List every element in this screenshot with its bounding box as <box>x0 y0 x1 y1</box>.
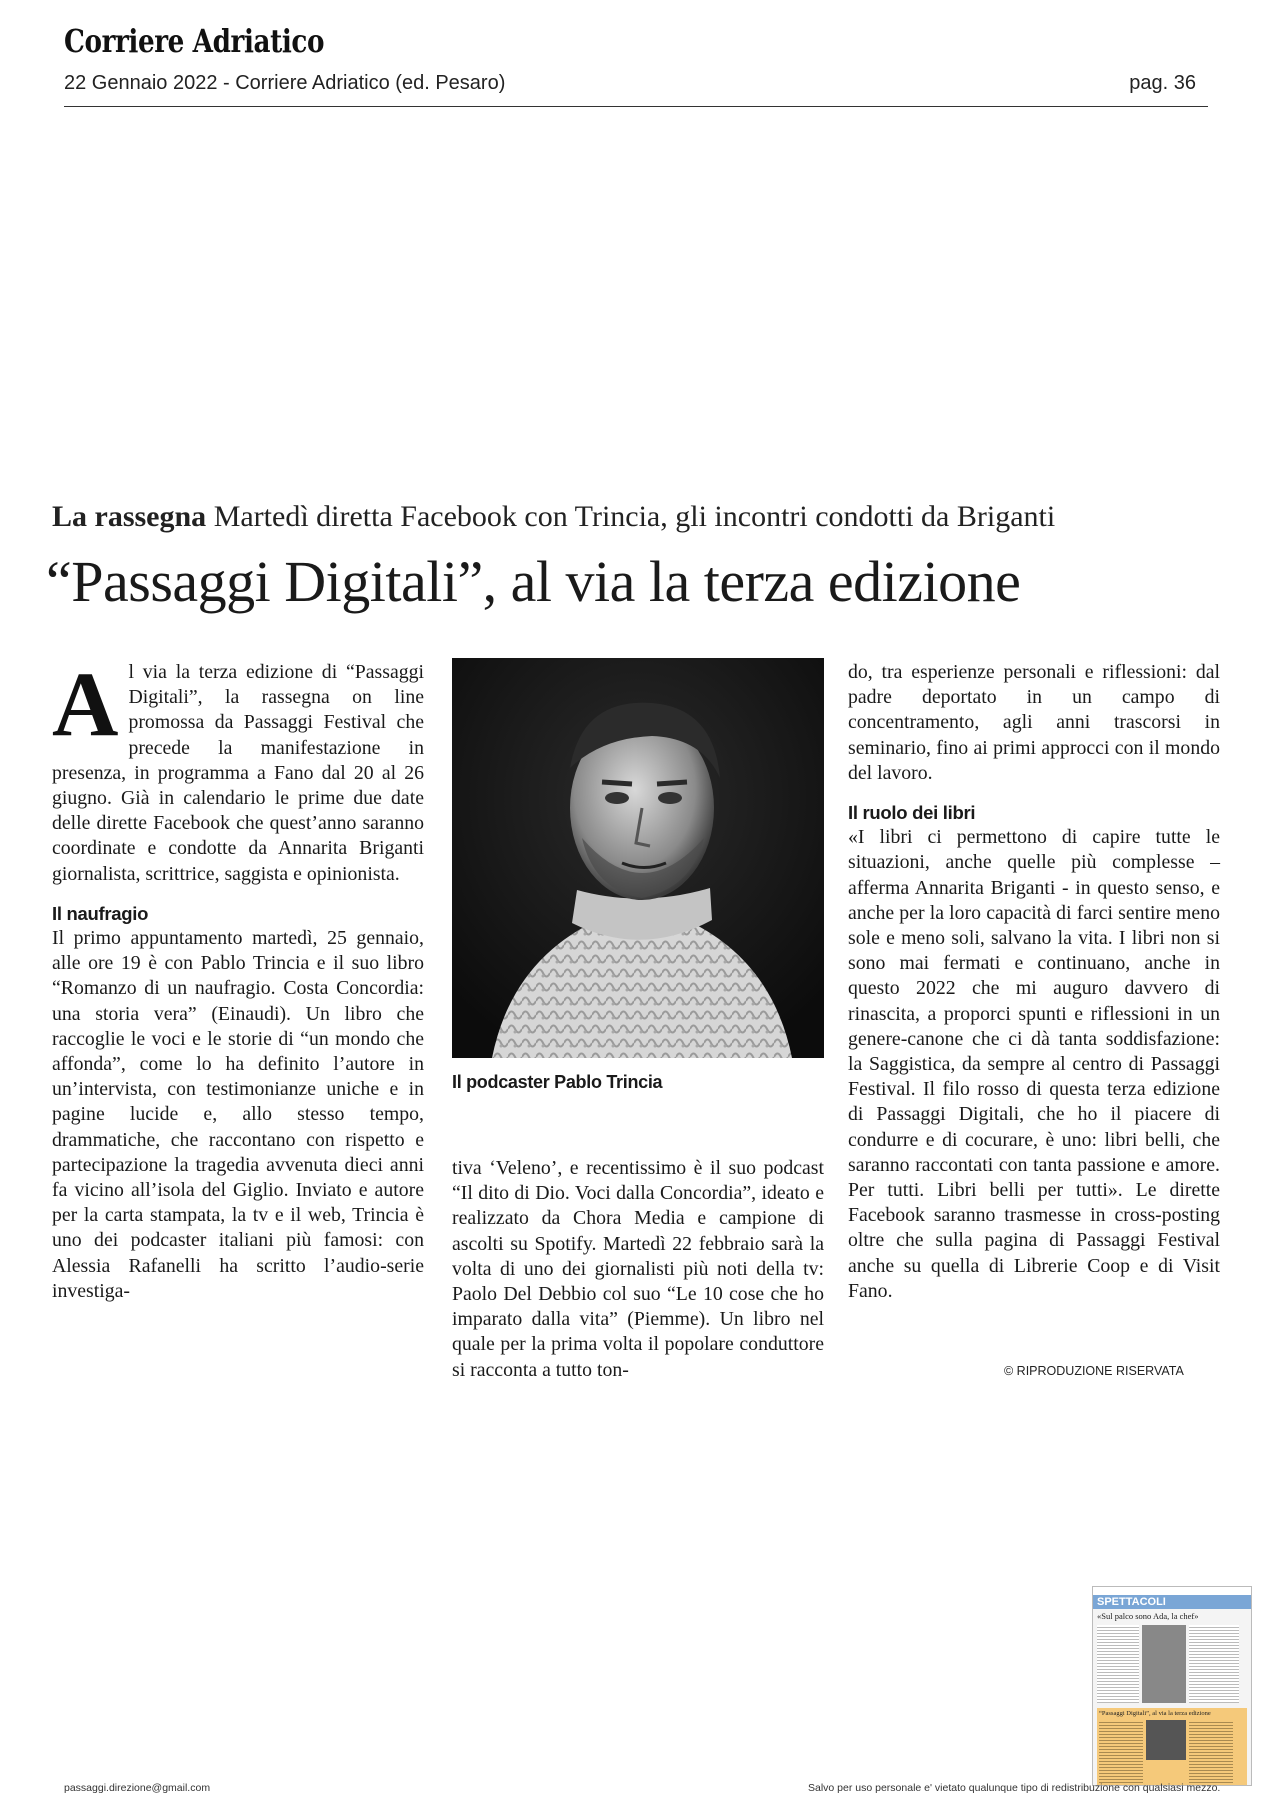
thumbnail-body <box>1093 1623 1251 1705</box>
copyright-notice: © RIPRODUZIONE RISERVATA <box>1004 1364 1184 1378</box>
intro-paragraph: l via la terza edizione di “Passaggi Digitali”, la rassegna on line promossa da Passaggi Festival che precede la manifestazione in presenza, in programma a Fano dal 20 al 26 giugno. Già in calendario le prime due date delle dirette Facebook che quest’anno saranno coordinate e condotte da Annarita Briganti giornalista, scrittrice, saggista e opinionista. <box>52 661 424 885</box>
thumbnail-highlighted-article <box>1097 1708 1247 1786</box>
footer-notice: Salvo per uso personale e' vietato qualunque tipo di redistribuzione con qualsiasi mezzo. <box>808 1782 1221 1794</box>
thumbnail-photo <box>1142 1625 1186 1703</box>
body-paragraph: Il primo appuntamento martedì, 25 gennaio, alle ore 19 è con Pablo Trincia e il suo libro “Romanzo di un naufragio. Costa Concordia: una storia vera” (Einaudi). Un libro che raccoglie le voci e le storie di “un mondo che affonda”, come lo ha definito l’autore in un’intervista, con testimonianze uniche e in pagine lucide e, allo stesso tempo, drammatiche, che raccontano con rispetto e partecipazione la tragedia avvenuta dieci anni fa vicino all’isola del Giglio. Inviato e autore per la carta stampata, la tv e il web, Trincia è uno dei podcaster italiani più famosi: con Alessia Rafanelli ha scritto l’audio-serie investiga- <box>52 927 424 1302</box>
thumbnail-highlight-headline: “Passaggi Digitali”, al via la terza edizione <box>1099 1710 1211 1717</box>
drop-cap: A <box>52 653 119 755</box>
subhead-naufragio: Il naufragio <box>52 902 149 924</box>
thumbnail-section: SPETTACOLI <box>1093 1595 1251 1609</box>
quote-paragraph: «I libri ci permettono di capire tutte le situazioni, anche quelle più complesse – afferma Annarita Briganti - in questo senso, e anche per la loro capacità di farci sentire meno sole e meno soli, salvano la vita. I libri non si sono mai fermati e continuano, anche in questo 2022 che mi auguro davvero di rinascita, a proporci spunti e riflessioni in un genere-canone che ci dà tanta soddisfazione: la Saggistica, da sempre al centro di Passaggi Festival. Il filo rosso di questa terza edizione di Passaggi Digitali, che ho il piacere di condurre e di cocurare, è uno: libri belli, che saranno raccontati con tanta passione e amore. Per tutti. Libri belli per tutti». Le dirette Facebook saranno trasmesse in cross-posting oltre che sulla pagina di Passaggi Festival anche su quella di Librerie Coop e di Visit Fano. <box>848 826 1220 1302</box>
subhead-ruolo-libri: Il ruolo dei libri <box>848 802 976 824</box>
page-thumbnail <box>1092 1586 1252 1786</box>
thumbnail-headline: «Sul palco sono Ada, la chef» <box>1097 1611 1199 1621</box>
kicker-text: Martedì diretta Facebook con Trincia, gli incontri condotti da Briganti <box>213 500 1056 533</box>
article-column-2 <box>452 1156 824 1383</box>
article-column-1 <box>52 653 424 1304</box>
article-column-3 <box>848 660 1220 1304</box>
footer-email: passaggi.direzione@gmail.com <box>64 1782 211 1794</box>
body-paragraph-continued: tiva ‘Veleno’, e recentissimo è il suo podcast “Il dito di Dio. Voci dalla Concordia”, ideato e realizzato da Chora Media e campione di ascolti su Spotify. Martedì 22 febbraio sarà la volta di uno dei giornalisti più noti della tv: Paolo Del Debbio col suo “Le 10 cose che ho imparato dalla vita” (Piemme). Un libro nel quale per la prima volta il popolare conduttore si racconta a tutto ton- <box>452 1157 824 1381</box>
thumbnail-photo <box>1146 1720 1186 1760</box>
continued-paragraph: do, tra esperienze personali e riflessioni: dal padre deportato in un campo di concentramento, agli anni trascorsi in seminario, fino ai primi approcci con il mondo del lavoro. <box>848 661 1220 784</box>
photo-caption: Il podcaster Pablo Trincia <box>452 1072 663 1092</box>
portrait-illustration <box>452 658 824 1058</box>
masthead: Corriere Adriatico <box>64 22 325 60</box>
thumbnail-text-block <box>1189 1625 1239 1703</box>
thumbnail-topbar <box>1093 1587 1251 1595</box>
header-divider <box>64 106 1208 107</box>
thumbnail-text-block <box>1189 1720 1233 1786</box>
page-number: pag. 36 <box>1129 72 1196 94</box>
kicker-label: La rassegna <box>52 500 207 533</box>
headline: “Passaggi Digitali”, al via la terza edizione <box>46 549 1021 614</box>
kicker <box>52 500 1232 534</box>
thumbnail-text-block <box>1099 1720 1143 1786</box>
thumbnail-text-block <box>1097 1625 1139 1703</box>
dateline: 22 Gennaio 2022 - Corriere Adriatico (ed. Pesaro) <box>64 72 506 94</box>
portrait-photo <box>452 658 824 1058</box>
